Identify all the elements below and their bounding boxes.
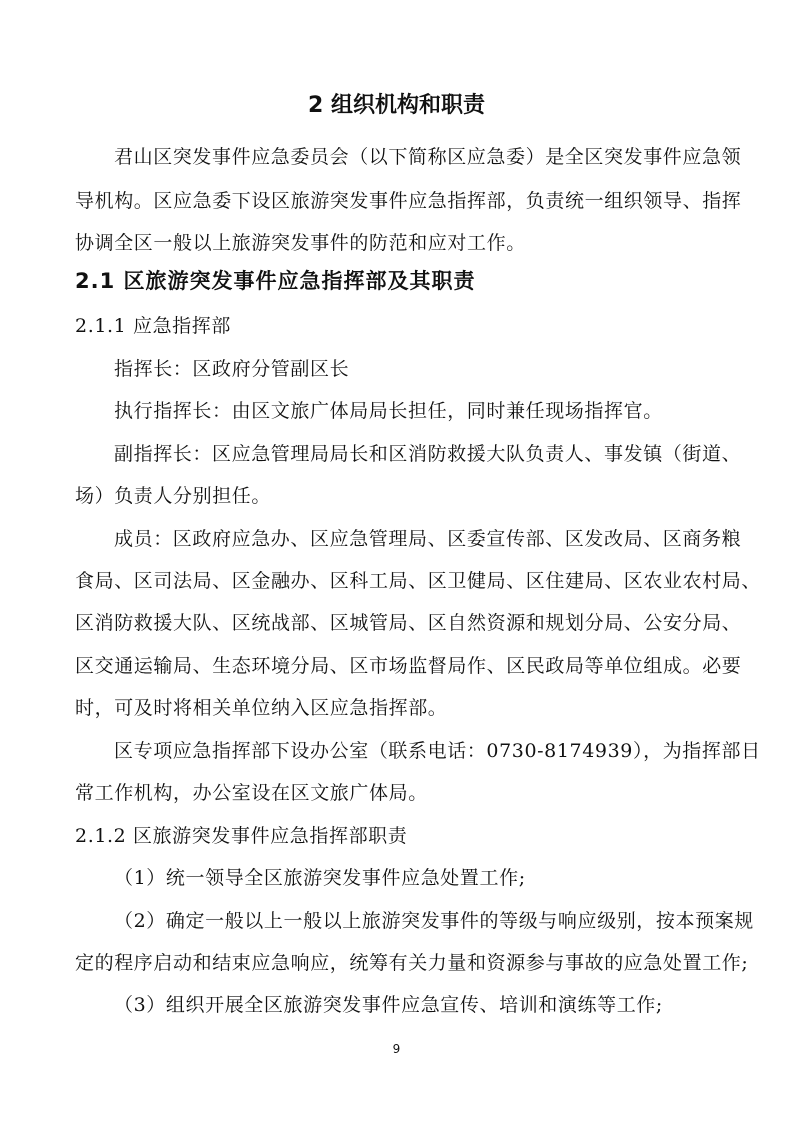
section-heading: 2 组织机构和职责 [308,93,485,118]
subsubsection-title-2-1-1: 2.1.1 应急指挥部 [75,315,231,337]
office-line-1: 区专项应急指挥部下设办公室（联系电话：0730-8174939），为指挥部日 [114,740,761,762]
deputy-line-2: 场）负责人分别担任。 [75,485,272,507]
members-line-2: 食局、区司法局、区金融办、区科工局、区卫健局、区住建局、区农业农村局、 [75,570,762,592]
subsection-heading: 2.1 区旅游突发事件应急指挥部及其职责 [75,269,476,293]
duty-item-2-line-2: 定的程序启动和结束应急响应，统筹有关力量和资源参与事故的应急处置工作; [75,952,749,974]
members-line-4: 区交通运输局、生态环境分局、区市场监督局作、区民政局等单位组成。必要 [75,655,742,677]
duty-item-2-line-1: （2）确定一般以上一般以上旅游突发事件的等级与响应级别，按本预案规 [114,910,754,932]
members-line-3: 区消防救援大队、区统战部、区城管局、区自然资源和规划分局、公安分局、 [75,612,742,634]
deputy-line-1: 副指挥长：区应急管理局局长和区消防救援大队负责人、事发镇（街道、 [114,443,742,465]
members-line-1: 成员：区政府应急办、区应急管理局、区委宣传部、区发改局、区商务粮 [114,528,742,550]
page-number: 9 [392,1042,401,1056]
intro-line-2: 导机构。区应急委下设区旅游突发事件应急指挥部，负责统一组织领导、指挥 [75,190,742,212]
commander-line: 指挥长：区政府分管副区长 [114,358,350,380]
members-line-5: 时，可及时将相关单位纳入区应急指挥部。 [75,697,448,719]
intro-line-1: 君山区突发事件应急委员会（以下简称区应急委）是全区突发事件应急领 [114,146,742,168]
intro-line-3: 协调全区一般以上旅游突发事件的防范和应对工作。 [75,232,526,254]
duty-item-1: （1）统一领导全区旅游突发事件应急处置工作; [114,867,526,889]
subsubsection-title-2-1-2: 2.1.2 区旅游突发事件应急指挥部职责 [75,825,408,847]
office-line-2: 常工作机构，办公室设在区文旅广体局。 [75,782,428,804]
duty-item-3: （3）组织开展全区旅游突发事件应急宣传、培训和演练等工作; [114,994,663,1016]
executive-commander-line: 执行指挥长：由区文旅广体局局长担任，同时兼任现场指挥官。 [114,400,663,422]
